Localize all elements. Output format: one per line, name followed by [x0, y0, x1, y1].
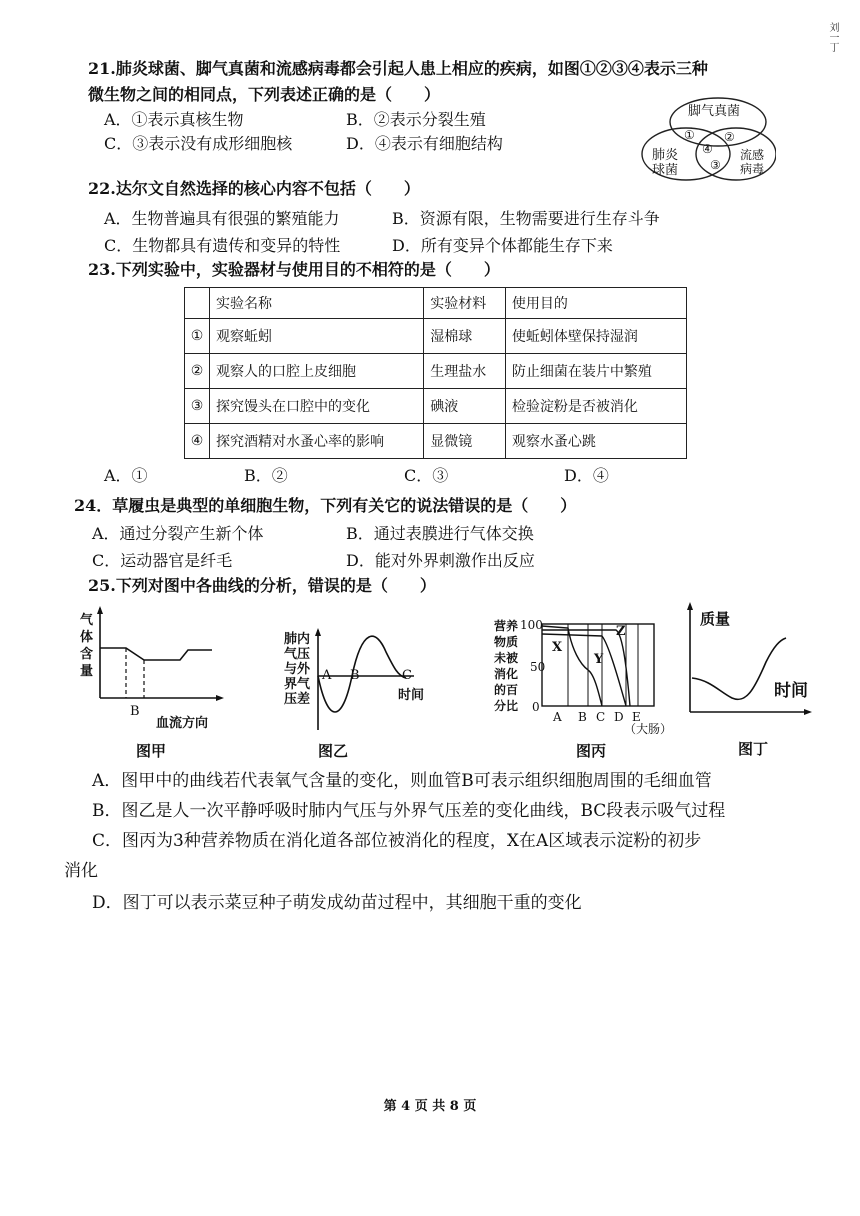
page-footer: 第 4 页 共 8 页 — [383, 1099, 477, 1114]
fig-ding-caption: 图丁 — [738, 740, 769, 758]
q21-option-c: C．③表示没有成形细胞核 — [104, 134, 293, 153]
fig-yi-xlabel: 时间 — [398, 688, 425, 703]
table-cell: 探究馒头在口腔中的变化 — [210, 389, 424, 424]
q21-stem-line2: 微生物之间的相同点，下列表述正确的是（ ） — [88, 85, 441, 104]
q23-experiment-table — [184, 287, 687, 459]
fig-yi-ylabel: 肺内 气压 与外 界气 压差 — [284, 632, 311, 707]
fig-jia-plot — [96, 606, 226, 706]
q22-option-c: C．生物都具有遗传和变异的特性 — [104, 236, 341, 255]
fig-bing-note: （大肠） — [624, 722, 673, 736]
table-cell: 显微镜 — [424, 424, 506, 459]
fig-bing-caption: 图丙 — [576, 742, 607, 760]
fig-bing-curve-z: Z — [616, 624, 626, 639]
fig-bing-tick-0: 0 — [532, 700, 540, 714]
table-cell: 碘液 — [424, 389, 506, 424]
q22-option-d: D．所有变异个体都能生存下来 — [392, 236, 613, 255]
table-row — [185, 424, 687, 459]
q23-option-d: D．④ — [564, 466, 609, 485]
venn-virus-label-1: 流感 — [740, 148, 765, 162]
fig-bing-xtick-c: C — [596, 710, 606, 724]
table-cell: ① — [185, 319, 210, 354]
table-cell: ④ — [185, 424, 210, 459]
fig-yi-caption: 图乙 — [318, 742, 349, 760]
table-header-cell: 实验名称 — [210, 288, 424, 319]
q23-option-b: B．② — [244, 466, 288, 485]
table-header-cell: 实验材料 — [424, 288, 506, 319]
q23-stem: 23.下列实验中，实验器材与使用目的不相符的是（ ） — [88, 260, 500, 279]
fig-yi-point-c: C — [402, 668, 412, 683]
fig-bing-xtick-a: A — [553, 710, 562, 724]
table-header-cell: 使用目的 — [505, 288, 686, 319]
table-cell: 生理盐水 — [424, 354, 506, 389]
q24-option-b: B．通过表膜进行气体交换 — [346, 524, 534, 543]
q22-stem: 22.达尔文自然选择的核心内容不包括（ ） — [88, 179, 420, 198]
venn-region-2: ② — [724, 130, 735, 144]
q25-option-c: C．图丙为3种营养物质在消化道各部位被消化的程度，X在A区域表示淀粉的初步 — [92, 831, 702, 851]
q24-option-c: C．运动器官是纤毛 — [92, 551, 233, 570]
table-cell: 防止细菌在装片中繁殖 — [505, 354, 686, 389]
fig-bing-xtick-d: D — [614, 710, 624, 724]
fig-jia-xlabel: 血流方向 — [156, 716, 209, 731]
fig-bing-tick-50: 50 — [530, 660, 546, 674]
fig-bing-xtick-b: B — [578, 710, 587, 724]
venn-region-1: ① — [684, 128, 695, 142]
fig-bing-curve-y: Y — [594, 652, 604, 667]
venn-region-3: ③ — [710, 158, 721, 172]
venn-fungus-label: 脚气真菌 — [688, 104, 741, 119]
fig-bing-tick-100: 100 — [520, 618, 543, 632]
fig-yi-point-a: A — [322, 668, 332, 683]
q21-option-b: B．②表示分裂生殖 — [346, 110, 486, 129]
fig-ding-xlabel: 时间 — [774, 681, 808, 701]
table-cell: 湿棉球 — [424, 319, 506, 354]
fig-bing-ylabel: 营养 物质 未被 消化 的百 分比 — [494, 619, 519, 713]
q25-option-c-continued: 消化 — [64, 861, 98, 881]
q22-option-b: B．资源有限，生物需要进行生存斗争 — [392, 209, 660, 228]
q23-option-c: C．③ — [404, 466, 449, 485]
venn-virus-label-2: 病毒 — [740, 162, 765, 176]
venn-bacteria-label-1: 肺炎 — [652, 148, 679, 163]
q25-option-d: D．图丁可以表示菜豆种子萌发成幼苗过程中，其细胞干重的变化 — [92, 893, 582, 913]
venn-bacteria-label-2: 球菌 — [652, 163, 679, 178]
fig-bing-xtick-e: E — [632, 710, 641, 724]
table-cell: 使蚯蚓体壁保持湿润 — [505, 319, 686, 354]
fig-jia-point-b: B — [130, 704, 140, 719]
q22-option-a: A．生物普遍具有很强的繁殖能力 — [104, 209, 340, 228]
fig-jia-ylabel: 气 体 含 量 — [80, 613, 94, 679]
table-header-cell — [185, 288, 210, 319]
table-cell: 探究酒精对水蚤心率的影响 — [210, 424, 424, 459]
table-row — [185, 354, 687, 389]
table-cell: 检验淀粉是否被消化 — [505, 389, 686, 424]
venn-region-4: ④ — [702, 142, 713, 156]
q25-stem: 25.下列对图中各曲线的分析，错误的是（ ） — [88, 576, 436, 595]
q25-option-b: B．图乙是人一次平静呼吸时肺内气压与外界气压差的变化曲线，BC段表示吸气过程 — [92, 801, 726, 821]
table-cell: 观察蚯蚓 — [210, 319, 424, 354]
fig-bing-curve-x: X — [552, 640, 563, 655]
fig-ding-ylabel: 质量 — [700, 610, 731, 628]
q21-stem-line1: 21.肺炎球菌、脚气真菌和流感病毒都会引起人患上相应的疾病，如图①②③④表示三种 — [88, 59, 708, 78]
table-cell: ② — [185, 354, 210, 389]
table-cell: 观察人的口腔上皮细胞 — [210, 354, 424, 389]
q21-option-a: A．①表示真核生物 — [104, 110, 244, 129]
q23-option-a: A．① — [104, 466, 148, 485]
table-cell: ③ — [185, 389, 210, 424]
table-row — [185, 319, 687, 354]
table-cell: 观察水蚤心跳 — [505, 424, 686, 459]
table-row — [185, 389, 687, 424]
table-header-row — [185, 288, 687, 319]
q25-option-a: A．图甲中的曲线若代表氧气含量的变化，则血管B可表示组织细胞周围的毛细血管 — [92, 771, 712, 791]
q21-option-d: D．④表示有细胞结构 — [346, 134, 503, 153]
fig-yi-point-b: B — [350, 668, 360, 683]
q24-option-d: D．能对外界刺激作出反应 — [346, 551, 535, 570]
q24-option-a: A．通过分裂产生新个体 — [92, 524, 264, 543]
corner-mark: 刘一丁 — [827, 22, 838, 52]
q24-stem: 24．草履虫是典型的单细胞生物，下列有关它的说法错误的是（ ） — [74, 496, 577, 515]
fig-jia-caption: 图甲 — [136, 742, 167, 760]
